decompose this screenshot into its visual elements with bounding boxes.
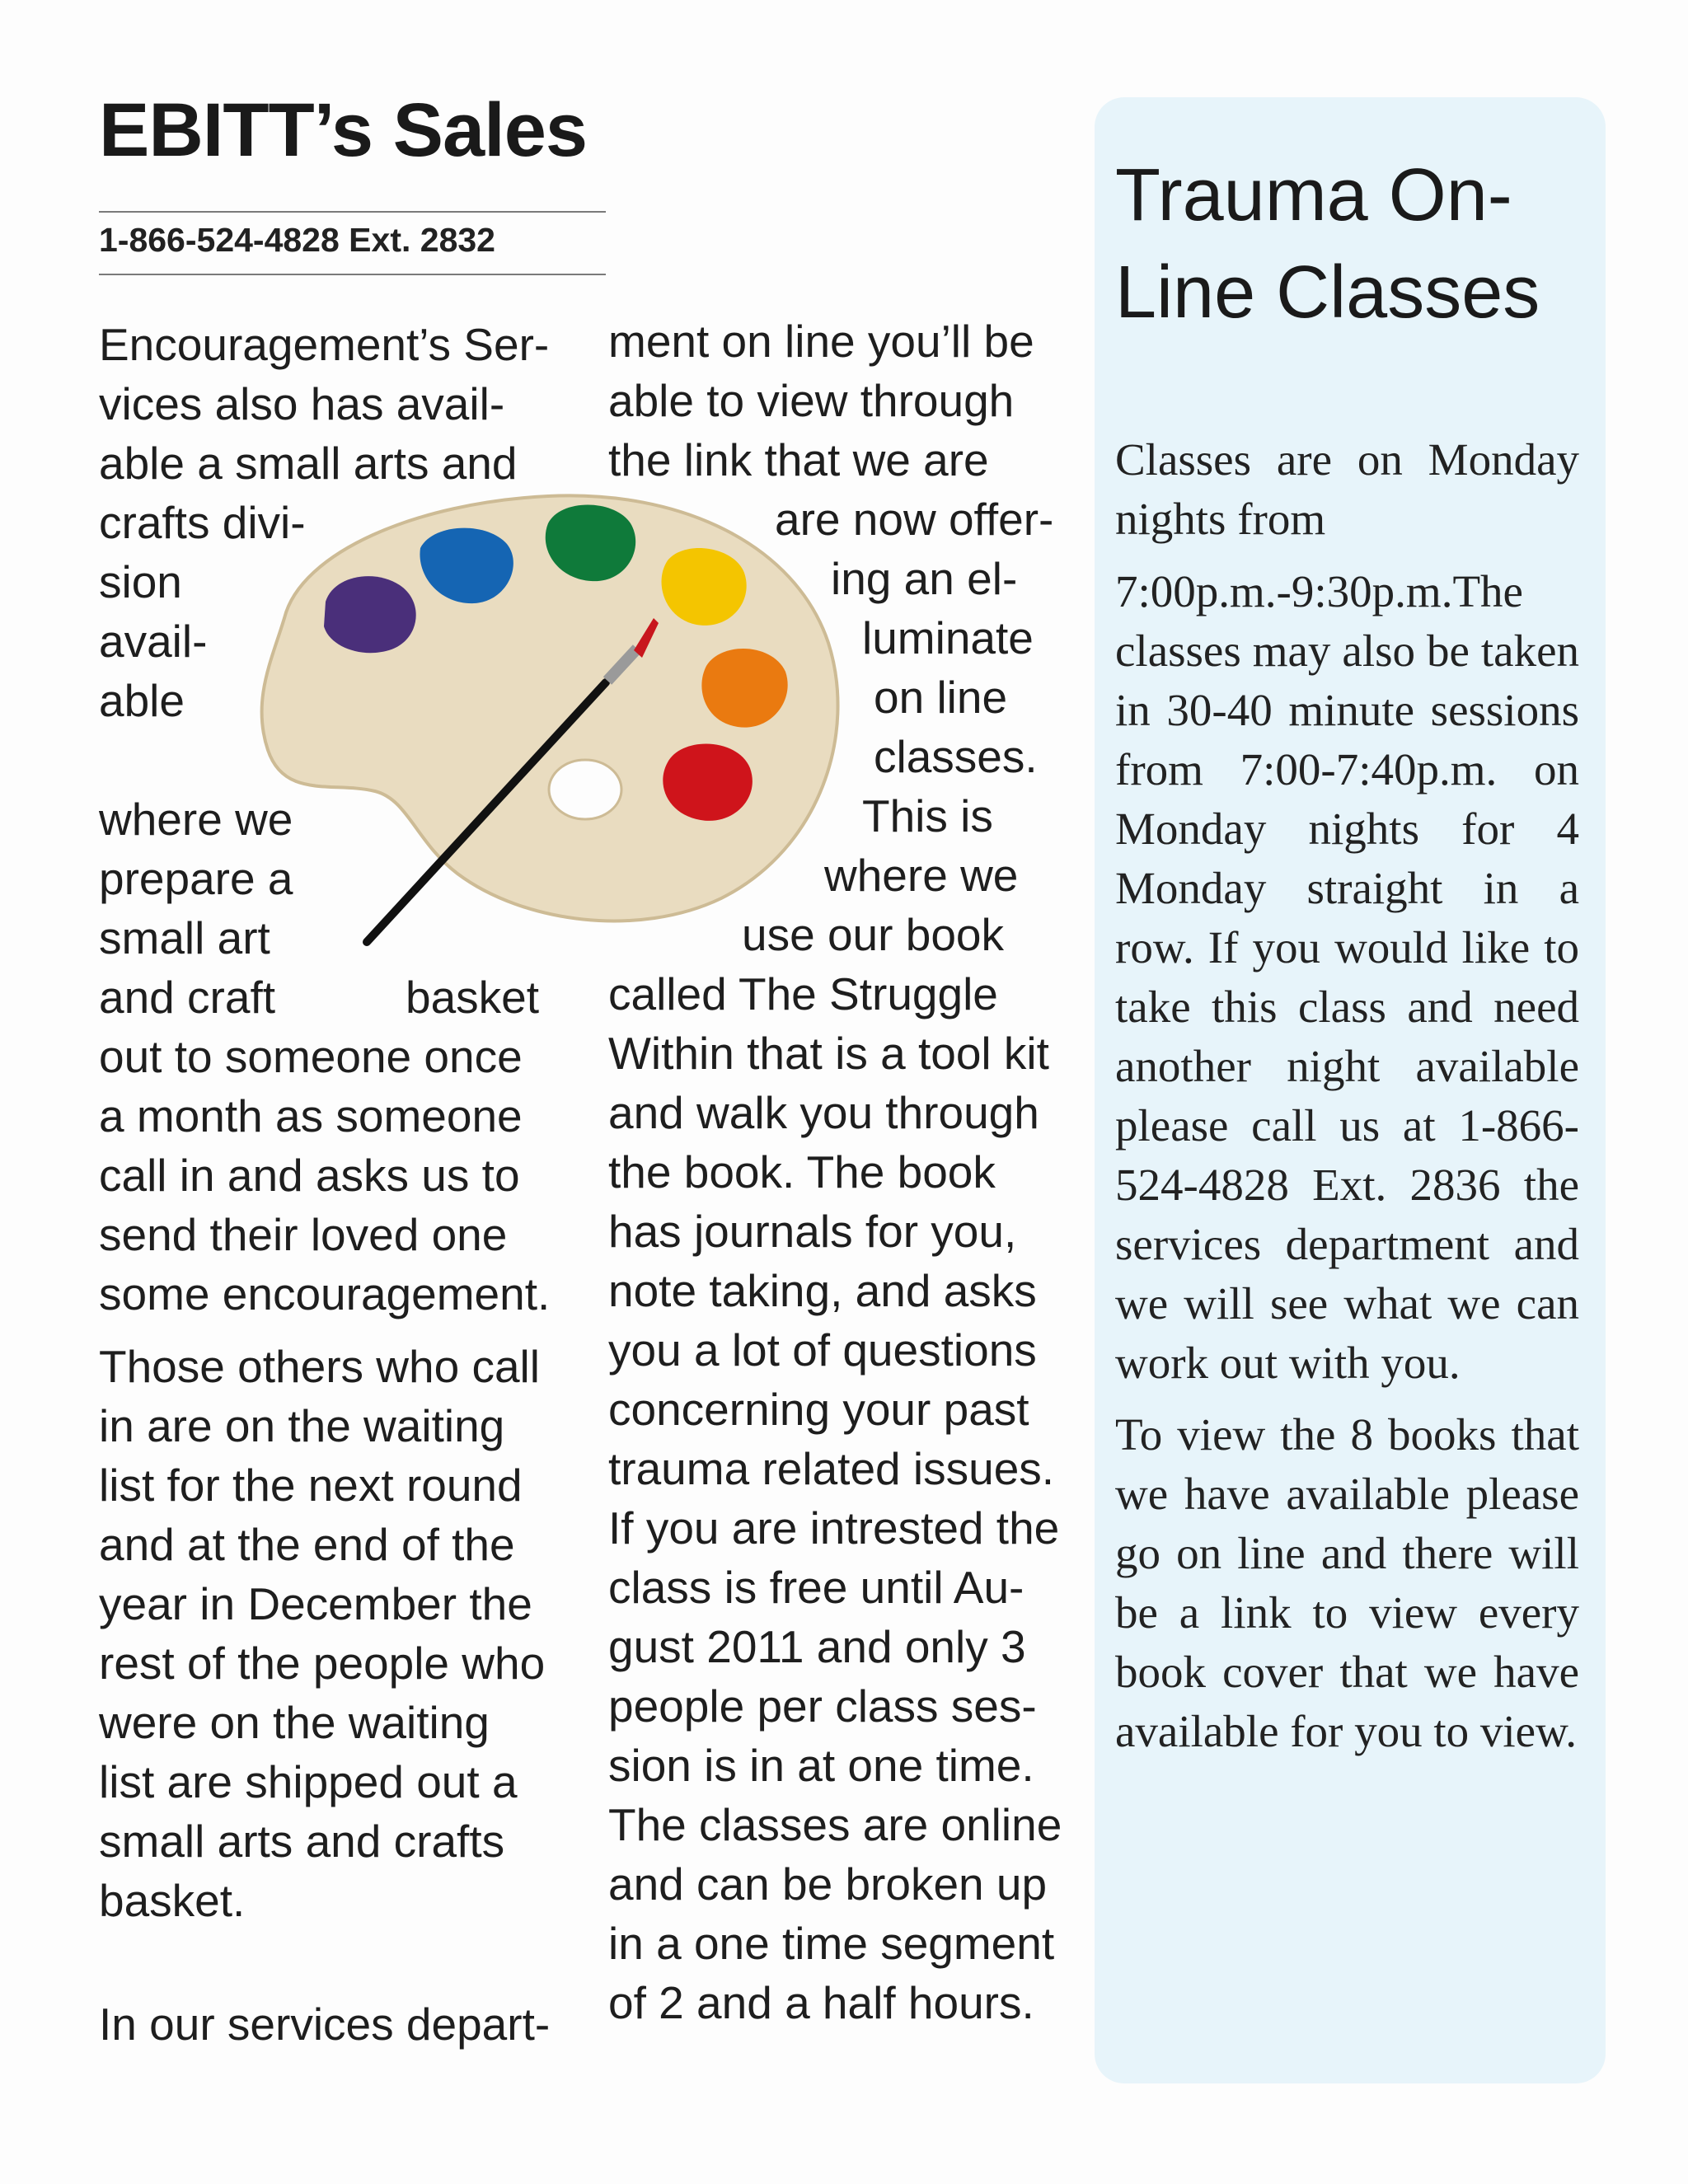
col1-line: in are on the waiting [99, 1400, 505, 1451]
phone-number: 1-866-524-4828 Ext. 2832 [99, 221, 495, 259]
col1-line: were on the waiting [99, 1697, 490, 1748]
page-title: EBITT’s Sales [99, 88, 588, 172]
col1-line: In our services depart- [99, 1999, 551, 2050]
sidebar-paragraph-1 [1115, 430, 1579, 1393]
sidebar-paragraph-2 [1115, 1405, 1579, 1761]
col1-line: small art [99, 912, 270, 963]
col2-line: you a lot of questions [608, 1324, 1037, 1376]
col1-line: sion [99, 556, 182, 607]
sidebar-title [1115, 147, 1601, 341]
col2-line: note taking, and asks [608, 1265, 1037, 1316]
sidebar-line: we will see what we can [1115, 1278, 1579, 1329]
col2-line: able to view through [608, 375, 1015, 426]
col1-line: where we [99, 794, 293, 845]
col1-line: prepare a [99, 853, 293, 904]
col2-line: trauma related issues. [608, 1443, 1055, 1494]
sidebar-line: Classes are on Monday [1115, 434, 1579, 485]
col2-line: ing an el- [831, 553, 1018, 604]
col1-line: basket [406, 972, 540, 1023]
col2-line: sion is in at one time. [608, 1740, 1034, 1791]
sidebar-line: nights from [1115, 494, 1326, 544]
sidebar-line: work out with you. [1115, 1338, 1461, 1388]
sidebar-line: Monday straight in a [1115, 863, 1579, 913]
col2-line: If you are intrested the [608, 1502, 1060, 1554]
col1-line: list for the next round [99, 1460, 523, 1511]
col1-line: able [99, 675, 185, 726]
header-rule-top [99, 211, 606, 213]
col2-line: are now offer- [775, 494, 1054, 545]
col1-line: send their loved one [99, 1209, 508, 1260]
col1-line: list are shipped out a [99, 1756, 518, 1807]
col2-line: has journals for you, [608, 1206, 1017, 1257]
col2-line: concerning your past [608, 1384, 1029, 1435]
sidebar-line: 524-4828 Ext. 2836 the [1115, 1160, 1579, 1210]
sidebar-line: another night available [1115, 1041, 1579, 1091]
sidebar-line: we have available please [1115, 1469, 1579, 1519]
col2-line: on line [874, 672, 1008, 723]
sidebar-line: classes may also be taken [1115, 626, 1579, 676]
col2-line: the book. The book [608, 1146, 996, 1197]
col1-line: some encouragement. [99, 1268, 551, 1319]
sidebar-line: be a link to view every [1115, 1587, 1579, 1638]
col1-line: and at the end of the [99, 1519, 515, 1570]
col2-line: of 2 and a half hours. [608, 1977, 1034, 2028]
palette-thumb-hole [549, 760, 621, 819]
sidebar-line: please call us at 1-866- [1115, 1100, 1579, 1151]
col2-line: use our book [742, 909, 1004, 960]
sidebar-line: go on line and there will [1115, 1528, 1579, 1578]
col1-line: crafts divi- [99, 497, 306, 548]
col2-line: Within that is a tool kit [608, 1028, 1049, 1079]
col2-line: This is [862, 790, 993, 841]
sidebar-line: in 30-40 minute sessions [1115, 685, 1579, 735]
sidebar-line: To view the 8 books that [1115, 1409, 1579, 1460]
col2-line: ment on line you’ll be [608, 316, 1034, 367]
col2-line: gust 2011 and only 3 [608, 1621, 1026, 1672]
sidebar-line: available for you to view. [1115, 1706, 1577, 1756]
col2-line: class is free until Au- [608, 1562, 1025, 1613]
col1-line: out to someone once [99, 1031, 523, 1082]
col2-line: where we [824, 850, 1019, 901]
sidebar-title-line: Line Classes [1115, 251, 1540, 334]
col2-line: classes. [874, 731, 1038, 782]
col2-line: luminate [862, 612, 1034, 663]
col1-line: year in December the [99, 1578, 532, 1629]
col1-line: a month as someone [99, 1090, 523, 1141]
col1-line: able a small arts and [99, 438, 518, 489]
col2-line: people per class ses- [608, 1680, 1037, 1732]
col1-line: avail- [99, 616, 208, 667]
header-rule-bottom [99, 274, 606, 275]
col2-line: the link that we are [608, 434, 989, 485]
paint-purple [324, 576, 416, 653]
col1-line: small arts and crafts [99, 1816, 505, 1867]
col1-line: basket. [99, 1875, 246, 1926]
sidebar-line: Monday nights for 4 [1115, 804, 1579, 854]
sidebar-line: from 7:00-7:40p.m. on [1115, 744, 1579, 794]
col1-line: and craft [99, 972, 276, 1023]
col1-line: rest of the people who [99, 1638, 546, 1689]
sidebar-line: services department and [1115, 1219, 1579, 1269]
col2-line: and walk you through [608, 1087, 1039, 1138]
sidebar-line: book cover that we have [1115, 1647, 1579, 1697]
col2-line: and can be broken up [608, 1858, 1048, 1910]
col2-line: in a one time segment [608, 1918, 1055, 1969]
col1-line: Encouragement’s Ser- [99, 319, 550, 370]
col1-line: call in and asks us to [99, 1150, 520, 1201]
sidebar-line: take this class and need [1115, 982, 1579, 1032]
sidebar-title-line: Trauma On- [1115, 154, 1512, 237]
col2-line: The classes are online [608, 1799, 1062, 1850]
sidebar-line: row. If you would like to [1115, 922, 1579, 972]
sidebar-line: 7:00p.m.-9:30p.m.The [1115, 566, 1523, 616]
paint-palette-image [251, 486, 853, 948]
col1-line: Those others who call [99, 1341, 540, 1392]
col2-line: called The Struggle [608, 968, 998, 1019]
col1-line: vices also has avail- [99, 378, 505, 429]
